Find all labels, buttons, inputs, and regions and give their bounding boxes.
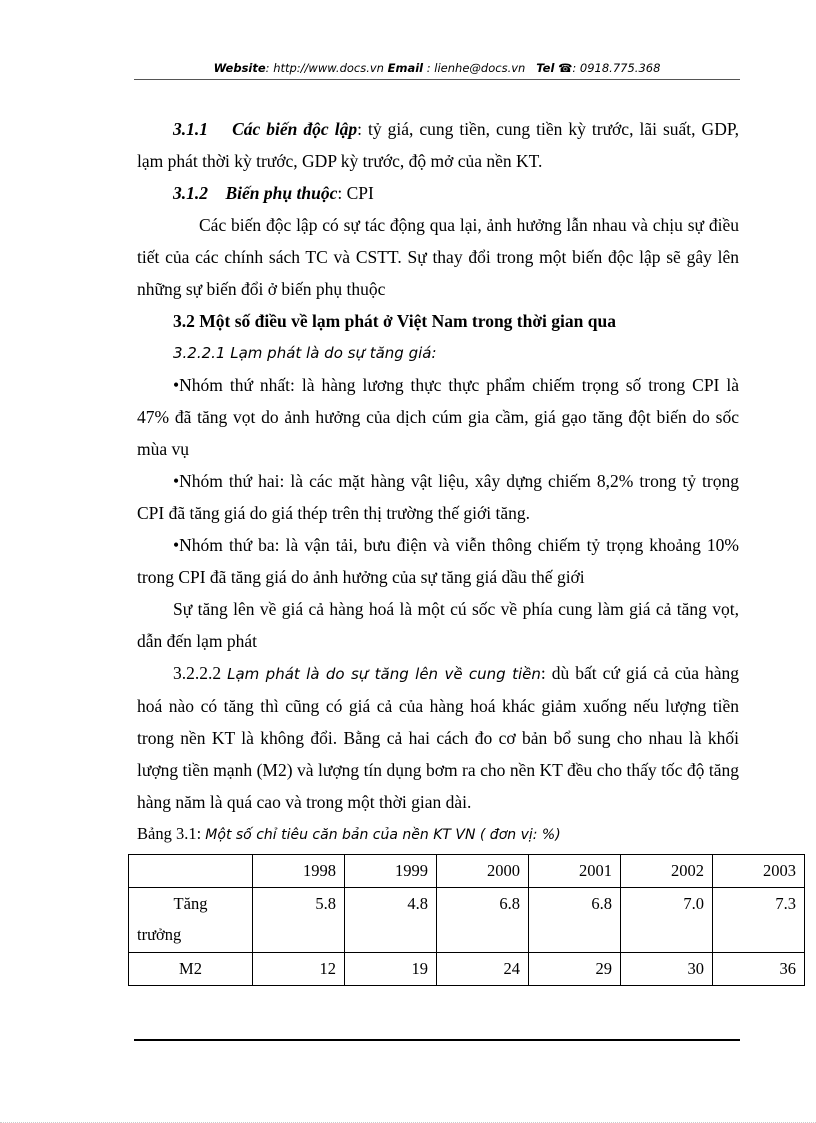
row-label: M2 bbox=[129, 953, 253, 986]
section-title: Biến phụ thuộc bbox=[225, 183, 338, 203]
row-label: Tăng trưởng bbox=[129, 888, 253, 953]
table-header-row bbox=[129, 855, 805, 888]
table-cell: 24 bbox=[437, 953, 529, 986]
table-caption: Bảng 3.1: Một số chỉ tiêu căn bản của nền KT VN ( đơn vị: %) bbox=[137, 824, 561, 843]
year-header: 2003 bbox=[713, 855, 805, 888]
year-header: 2001 bbox=[529, 855, 621, 888]
bullet-item: •Nhóm thứ nhất: là hàng lương thực thực phẩm chiếm trọng số trong CPI là 47% đã tăng vọt do ảnh hưởng của dịch cúm gia cầm, giá gạo tăng đột biến do sốc mùa vụ bbox=[137, 375, 739, 459]
section-3-1-1: 3.1.1 Các biến độc lập: tỷ giá, cung tiền, cung tiền kỳ trước, lãi suất, GDP, lạm phát thời kỳ trước, GDP kỳ trước, độ mở của nền KT. bbox=[137, 119, 740, 171]
subsection-3-2-2-2: 3.2.2.2 Lạm phát là do sự tăng lên về cung tiền: dù bất cứ giá cả của hàng hoá nào có tăng thì cũng có giá cả của hàng hoá khác giảm xuống nếu lượng tiền trong nền KT là không đổi. Bằng cả hai cách đo cơ bản bổ sung cho nhau là khối lượng tiền mạnh (M2) và lượng tín dụng bơm ra cho nền KT đều cho thấy tốc độ tăng hàng năm là quá cao và trong một thời gian dài. bbox=[137, 663, 740, 812]
section-title: Các biến độc lập bbox=[232, 119, 358, 139]
indicators-table bbox=[128, 854, 805, 986]
website-label: Website bbox=[213, 61, 266, 75]
table-cell: 4.8 bbox=[345, 888, 437, 953]
header-divider bbox=[134, 79, 740, 80]
email-value: : lienhe@docs.vn bbox=[426, 61, 526, 75]
year-header: 2002 bbox=[621, 855, 713, 888]
tel-value: : 0918.775.368 bbox=[572, 61, 661, 75]
tel-label: Tel bbox=[536, 61, 555, 75]
table-cell: 7.0 bbox=[621, 888, 713, 953]
paragraph: Sự tăng lên về giá cả hàng hoá là một cú sốc về phía cung làm giá cả tăng vọt, dẫn đến lạm phát bbox=[137, 599, 739, 651]
year-header: 2000 bbox=[437, 855, 529, 888]
table-cell: 6.8 bbox=[529, 888, 621, 953]
table-row bbox=[129, 888, 805, 953]
section-3-1-2: 3.1.2 Biến phụ thuộc: CPI bbox=[173, 183, 374, 203]
document-body bbox=[137, 113, 739, 847]
bullet-item: •Nhóm thứ hai: là các mặt hàng vật liệu, xây dựng chiếm 8,2% trong tỷ trọng CPI đã tăng giá do giá thép trên thị trường thế giới tăng. bbox=[137, 471, 739, 523]
table-cell: 7.3 bbox=[713, 888, 805, 953]
footer-divider bbox=[134, 1039, 740, 1041]
subsection-title: Lạm phát là do sự tăng lên về cung tiền bbox=[227, 665, 541, 683]
table-cell: 36 bbox=[713, 953, 805, 986]
table-row bbox=[129, 953, 805, 986]
section-heading: 3.2 Một số điều về lạm phát ở Việt Nam trong thời gian qua bbox=[173, 311, 616, 331]
year-header: 1999 bbox=[345, 855, 437, 888]
table-cell: 12 bbox=[253, 953, 345, 986]
email-label: Email bbox=[387, 61, 424, 75]
subsection-heading: 3.2.2.1 Lạm phát là do sự tăng giá: bbox=[173, 344, 437, 362]
table-cell: 19 bbox=[345, 953, 437, 986]
paragraph: Các biến độc lập có sự tác động qua lại, ảnh hưởng lẫn nhau và chịu sự điều tiết của các chính sách TC và CSTT. Sự thay đổi trong một biến độc lập sẽ gây lên những sự biến đổi ở biến phụ thuộc bbox=[137, 215, 739, 299]
table-cell: 5.8 bbox=[253, 888, 345, 953]
table-cell: 6.8 bbox=[437, 888, 529, 953]
phone-icon: ☎ bbox=[558, 61, 573, 75]
website-value: : http://www.docs.vn bbox=[265, 61, 384, 75]
table-cell: 29 bbox=[529, 953, 621, 986]
year-header: 1998 bbox=[253, 855, 345, 888]
table-corner-cell bbox=[129, 855, 253, 888]
page-header bbox=[134, 61, 740, 75]
bullet-item: •Nhóm thứ ba: là vận tải, bưu điện và viễn thông chiếm tỷ trọng khoảng 10% trong CPI đã tăng giá do ảnh hưởng của sự tăng giá dầu thế giới bbox=[137, 535, 739, 587]
table-cell: 30 bbox=[621, 953, 713, 986]
